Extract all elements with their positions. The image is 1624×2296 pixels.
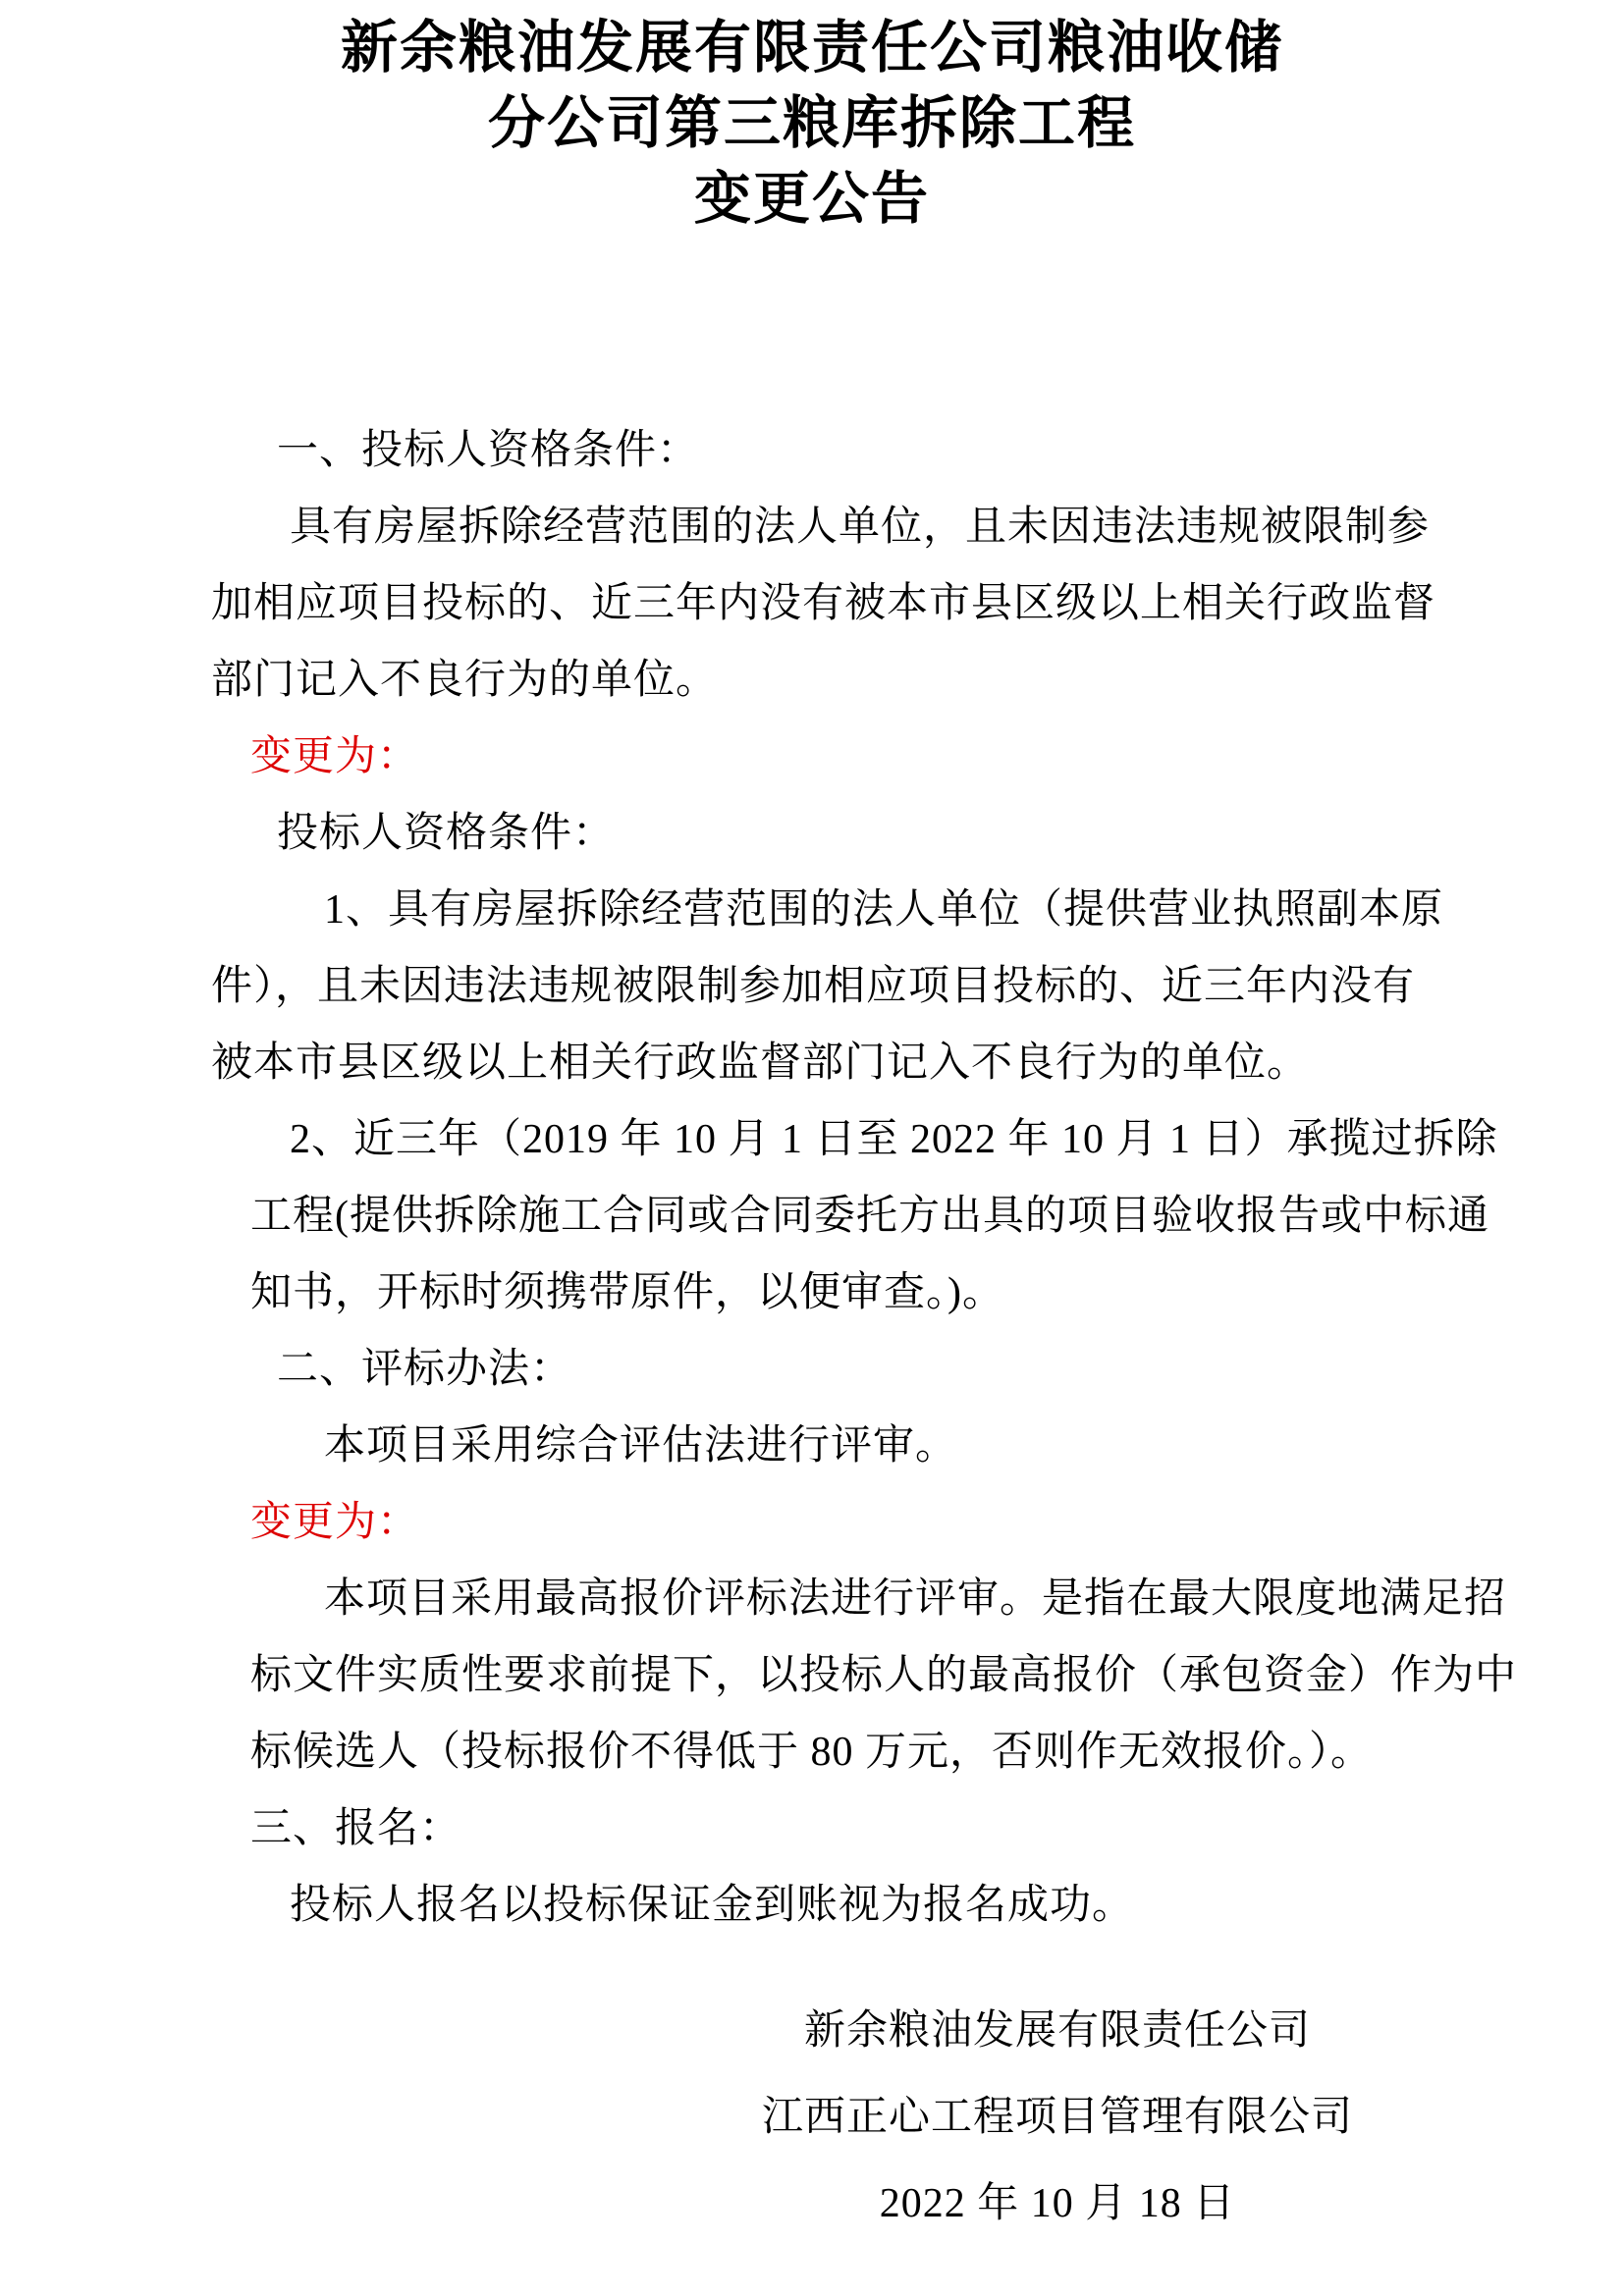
document-title bbox=[0, 10, 1624, 237]
changed-evaluation-line: 本项目采用最高报价评标法进行评审。是指在最大限度地满足招 bbox=[324, 1576, 1507, 1622]
original-qualification-line: 部门记入不良行为的单位。 bbox=[211, 658, 719, 703]
document-body bbox=[0, 412, 1624, 1944]
qualification-item-1-line: 件），且未因违法违规被限制参加相应项目投标的、近三年内没有 bbox=[211, 964, 1416, 1009]
section-two-heading: 二、评标办法： bbox=[277, 1347, 573, 1392]
qualification-subheading: 投标人资格条件： bbox=[277, 811, 616, 856]
changed-evaluation-line: 标候选人（投标报价不得低于 80 万元，否则作无效报价。）。 bbox=[250, 1730, 1374, 1775]
qualification-item-1-line: 被本市县区级以上相关行政监督部门记入不良行为的单位。 bbox=[211, 1041, 1310, 1086]
original-qualification-line: 加相应项目投标的、近三年内没有被本市县区级以上相关行政监督 bbox=[211, 581, 1436, 626]
section-three-heading: 三、报名： bbox=[250, 1806, 462, 1851]
registration-line: 投标人报名以投标保证金到账视为报名成功。 bbox=[290, 1883, 1135, 1928]
changed-evaluation-line: 标文件实质性要求前提下，以投标人的最高报价（承包资金）作为中 bbox=[250, 1653, 1518, 1698]
section-one-heading: 一、投标人资格条件： bbox=[277, 428, 700, 473]
original-qualification-line: 具有房屋拆除经营范围的法人单位，且未因违法违规被限制参 bbox=[290, 505, 1431, 550]
title-line-2: 分公司第三粮库拆除工程 bbox=[487, 91, 1136, 155]
change-label: 变更为： bbox=[250, 1500, 420, 1545]
original-evaluation-line: 本项目采用综合评估法进行评审。 bbox=[324, 1423, 958, 1468]
qualification-item-2-line: 工程(提供拆除施工合同或合同委托方出具的项目验收报告或中标通 bbox=[250, 1194, 1489, 1239]
change-label: 变更为： bbox=[250, 734, 420, 779]
signature-block bbox=[491, 1988, 1624, 2247]
qualification-item-1-line: 1、具有房屋拆除经营范围的法人单位（提供营业执照副本原 bbox=[324, 887, 1444, 933]
qualification-item-2-line: 2、近三年（2019 年 10 月 1 日至 2022 年 10 月 1 日）承揽过拆除 bbox=[290, 1117, 1498, 1162]
qualification-item-2-line: 知书，开标时须携带原件，以便审查。)。 bbox=[250, 1270, 1004, 1315]
announcement-date: 2022 年 10 月 18 日 bbox=[879, 2181, 1236, 2226]
title-line-3: 变更公告 bbox=[693, 167, 930, 231]
signer-company-2: 江西正心工程项目管理有限公司 bbox=[761, 2095, 1353, 2140]
title-line-1: 新余粮油发展有限责任公司粮油收储 bbox=[340, 16, 1283, 80]
signer-company-1: 新余粮油发展有限责任公司 bbox=[803, 2008, 1311, 2054]
